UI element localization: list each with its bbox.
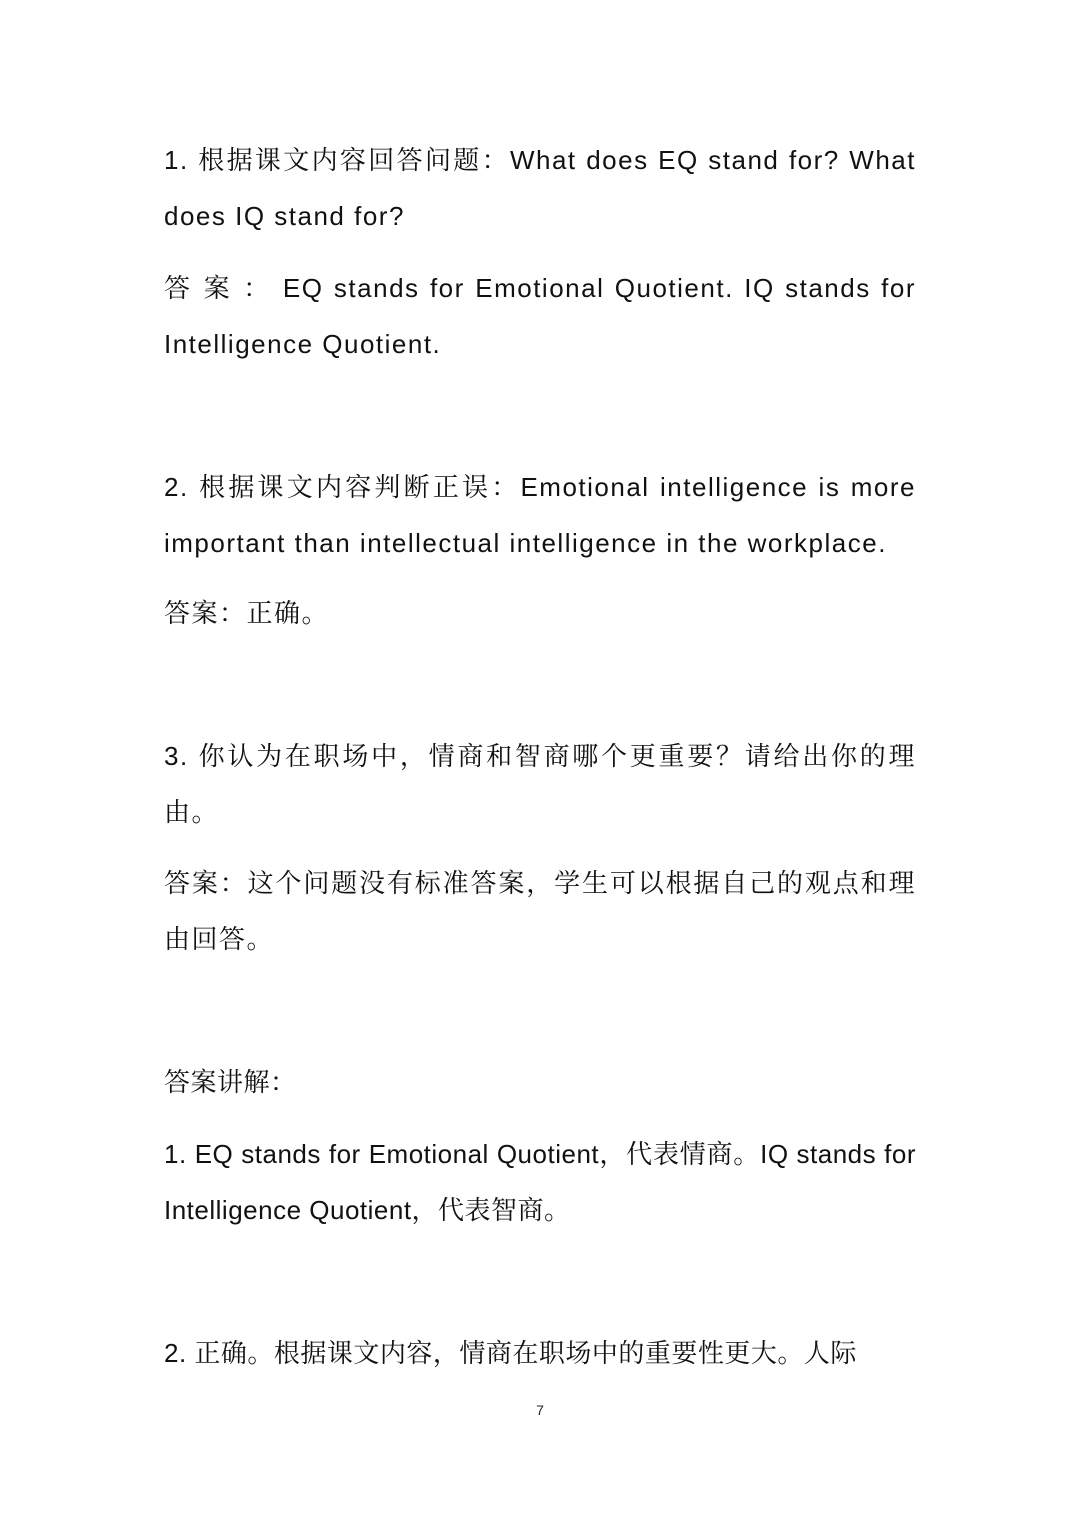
answer-2-text: 答案：正确。 xyxy=(164,598,330,628)
question-3-text: 3. 你认为在职场中，情商和智商哪个更重要？请给出你的理由。 xyxy=(164,741,916,827)
explanation-item-1: 1. EQ stands for Emotional Quotient，代表情商。IQ stands for Intelligence Quotient，代表智商。 xyxy=(164,1139,916,1225)
question-2-text: 2. 根据课文内容判断正误：Emotional intelligence is more important than intellectual intelligence in the workplace. xyxy=(164,472,916,558)
answer-1-text: 答 案 ： EQ stands for Emotional Quotient. IQ stands for Intelligence Quotient. xyxy=(164,273,916,359)
question-1-text: 1. 根据课文内容回答问题：What does EQ stand for? What does IQ stand for? xyxy=(164,145,916,231)
page-number: 7 xyxy=(536,1402,544,1418)
explanation-item-2: 2. 正确。根据课文内容，情商在职场中的重要性更大。人际 xyxy=(164,1338,857,1368)
answer-3-text: 答案：这个问题没有标准答案，学生可以根据自己的观点和理由回答。 xyxy=(164,868,916,954)
explanation-heading: 答案讲解： xyxy=(164,1067,297,1097)
